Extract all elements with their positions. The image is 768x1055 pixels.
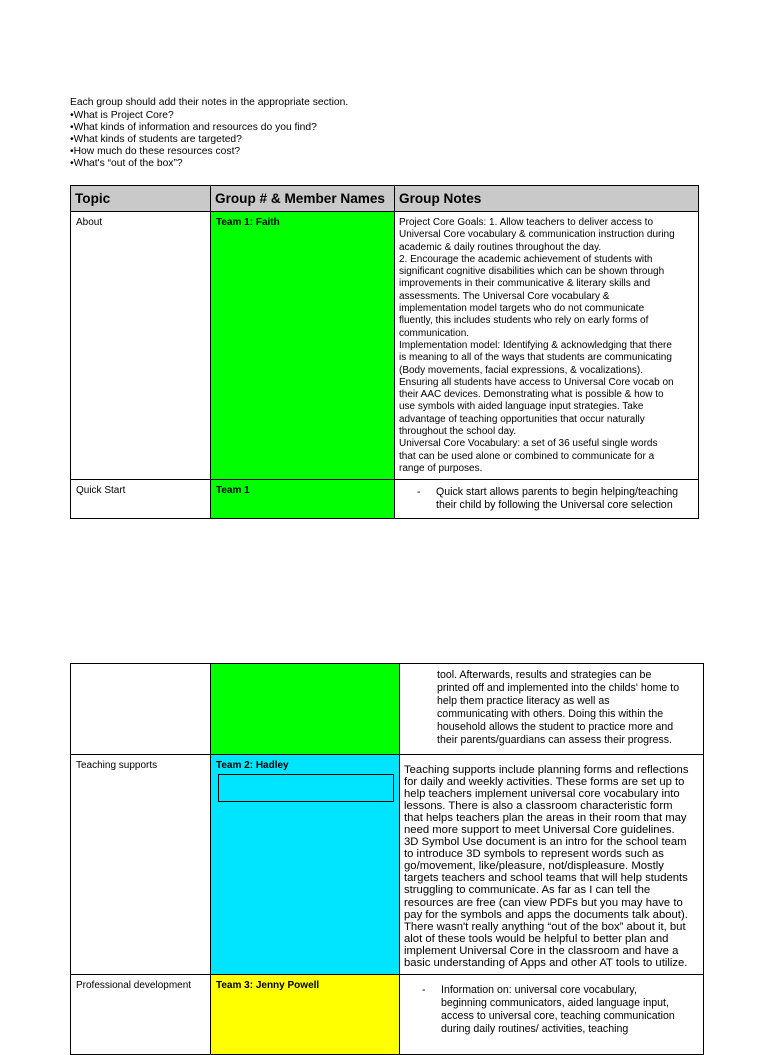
notes-line: to introduce 3D symbols to represent words such as <box>404 848 664 861</box>
notes-line: communicating with others. Doing this within the <box>437 708 664 720</box>
team-label: Team 2: Hadley <box>216 760 289 771</box>
notes-line: Universal Core vocabulary & communication instruction during <box>399 229 675 241</box>
question-item: •How much do these resources cost? <box>70 146 241 157</box>
notes-cell[interactable] <box>395 212 699 480</box>
notes-line: targets teachers and school teams that will help students <box>404 872 688 885</box>
notes-line: assessments. The Universal Core vocabulary & <box>399 290 610 302</box>
notes-line: 3D Symbol Use document is an intro for the school team <box>404 836 687 849</box>
bullet-dash: - <box>422 984 426 996</box>
question-item: •What kinds of information and resources do you find? <box>70 122 317 133</box>
member-names-box[interactable] <box>218 774 394 802</box>
notes-line: beginning communicators, aided language input, <box>441 997 669 1009</box>
notes-line: printed off and implemented into the childs' home to <box>437 682 680 694</box>
team-cell[interactable]: Team 1: Faith <box>211 212 395 480</box>
notes-line: Ensuring all students have access to Universal Core vocab on <box>399 376 674 388</box>
notes-line: Teaching supports include planning forms and reflections <box>404 764 689 776</box>
table-row <box>71 975 704 1055</box>
notes-cell[interactable] <box>395 480 699 519</box>
notes-line: advantage of teaching opportunities that occur naturally <box>399 413 645 425</box>
notes-line: 2. Encourage the academic achievement of students with <box>399 253 653 265</box>
notes-line: Project Core Goals: 1. Allow teachers to deliver access to <box>399 217 654 228</box>
table-row <box>71 664 704 755</box>
bullet-text <box>441 984 675 1036</box>
question-item: •What kinds of students are targeted? <box>70 134 242 145</box>
notes-line: their child by following the Universal core selection <box>436 499 673 512</box>
topic-cell[interactable]: Quick Start <box>71 480 211 519</box>
notes-cell[interactable] <box>400 755 704 975</box>
notes-line: throughout the school day. <box>399 426 517 438</box>
bullet-item <box>395 480 698 516</box>
notes-line: Quick start allows parents to begin helping/teaching <box>436 486 679 499</box>
notes-line: help teachers implement universal core vocabulary into <box>404 788 680 801</box>
notes-line: improvements in their communicative & literary skills and <box>399 278 651 290</box>
header-topic: Topic <box>71 186 211 212</box>
notes-line: their AAC devices. Demonstrating what is possible & how to <box>399 389 664 401</box>
topic-cell[interactable]: Teaching supports <box>71 755 211 975</box>
notes-line: lessons. There is also a classroom characteristic form <box>404 800 673 813</box>
topic-cell[interactable]: About <box>71 212 211 480</box>
bullet-item <box>400 975 703 1040</box>
notes-table-continued <box>70 663 704 1055</box>
team-cell[interactable] <box>211 755 400 975</box>
notes-cell[interactable] <box>400 975 704 1055</box>
notes-line: for daily and weekly activities. These forms are set up to <box>404 776 685 789</box>
topic-cell[interactable]: Professional development <box>71 975 211 1055</box>
bullet-dash: - <box>417 486 421 499</box>
notes-table <box>70 185 699 519</box>
table-row <box>71 755 704 975</box>
table-header-row <box>71 186 699 212</box>
notes-line: basic understanding of Apps and other AT tools to utilize. <box>404 956 688 969</box>
header-group: Group # & Member Names <box>211 186 395 212</box>
notes-line: that helps teachers plan the areas in their room that may <box>404 812 687 825</box>
notes-line: need more support to meet Universal Core guidelines. <box>404 824 675 837</box>
table-row <box>71 212 699 480</box>
notes-line: struggling to communicate. As far as I can tell the <box>404 884 651 897</box>
bullet-text <box>436 486 678 512</box>
question-item: •What's “out of the box”? <box>70 158 183 169</box>
notes-line: that can be used alone or combined to communicate for a <box>399 450 655 462</box>
instructions-lead: Each group should add their notes in the appropriate section. <box>70 97 349 108</box>
notes-line: use symbols with aided language input strategies. Take <box>399 401 644 413</box>
notes-line: go/movement, like/pleasure, not/displeasure. Mostly <box>404 860 664 873</box>
team-cell[interactable] <box>211 664 400 755</box>
notes-line: implementation model targets who do not communicate <box>399 303 645 315</box>
notes-line: Implementation model: Identifying & acknowledging that there <box>399 339 672 351</box>
instructions <box>70 97 348 170</box>
notes-line: tool. Afterwards, results and strategies can be <box>437 669 652 681</box>
notes-line: is meaning to all of the ways that students are communicating <box>399 352 672 364</box>
topic-cell[interactable] <box>71 664 211 755</box>
notes-line: resources are free (can view PDFs but you may have to <box>404 896 683 909</box>
notes-line: pay for the symbols and apps the documents talk about). <box>404 908 688 921</box>
notes-line: access to universal core, teaching communication <box>441 1010 675 1022</box>
notes-line: There wasn't really anything “out of the box” about it, but <box>404 920 686 933</box>
notes-line: (Body movements, facial expressions, & vocalizations). <box>399 364 643 376</box>
notes-line: help them practice literacy as well as <box>437 695 610 707</box>
question-item: •What is Project Core? <box>70 110 174 121</box>
notes-line: range of purposes. <box>399 462 483 474</box>
notes-line: during daily routines/ activities, teaching <box>441 1023 629 1035</box>
notes-line: Information on: universal core vocabulary, <box>441 984 637 996</box>
notes-line: their parents/guardians can assess their progress. <box>437 734 672 746</box>
notes-line: significant cognitive disabilities which can be shown through <box>399 266 665 278</box>
notes-line: alot of these tools would be helpful to better plan and <box>404 932 669 945</box>
notes-line: implement Universal Core in the classroom and have a <box>404 944 679 957</box>
notes-line: household allows the student to practice more and <box>437 721 674 733</box>
table-row <box>71 480 699 519</box>
notes-line: Universal Core Vocabulary: a set of 36 useful single words <box>399 438 658 450</box>
notes-line: communication. <box>399 327 470 339</box>
notes-line: academic & daily routines throughout the day. <box>399 241 602 253</box>
header-notes: Group Notes <box>395 186 699 212</box>
notes-cell[interactable] <box>400 664 704 755</box>
team-cell[interactable]: Team 1 <box>211 480 395 519</box>
notes-line: fluently, this includes students who rely on early forms of <box>399 315 649 327</box>
team-cell[interactable]: Team 3: Jenny Powell <box>211 975 400 1055</box>
